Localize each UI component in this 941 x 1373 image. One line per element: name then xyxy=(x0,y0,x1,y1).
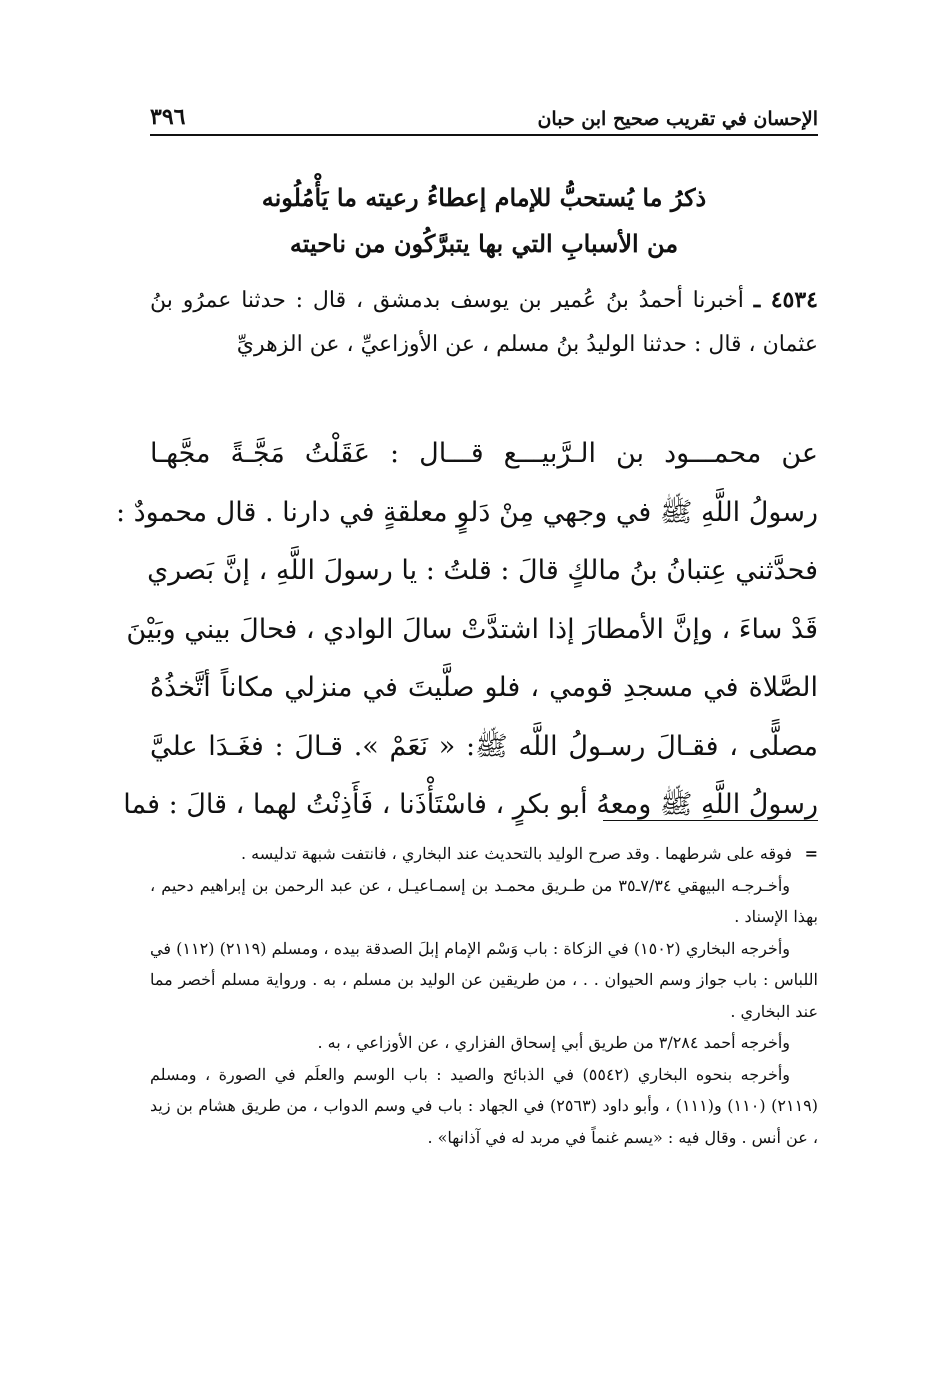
matn-line: عن محمـــود بن الـرَّبيـــع قـــال : عَقَلْتُ مَجَّـةً مجَّهـا xyxy=(150,438,818,469)
matn-line: فحدَّثني عِتبانُ بنُ مالكٍ قالَ : قلتُ : يا رسولَ اللَّهِ ، إنَّ بَصري xyxy=(147,555,818,586)
footnote-text: فوقه على شرطهما . وقد صرح الوليد بالتحديث عند البخاري ، فانتفت شبهة تدليسه . xyxy=(240,844,792,863)
chapter-heading xyxy=(150,175,818,267)
hadith-matn xyxy=(115,425,818,835)
footnote-paragraph: وأخرجه البخاري (١٥٠٢) في الزكاة : باب وَسْم الإمام إبلَ الصدقة بيده ، ومسلم (٢١١٩) (١١٢) في اللباس : باب جواز وسم الحيوان . . ، من طريقين عن الوليد بن مسلم ، به . ورواية مسلم أخصر مما عند البخاري . xyxy=(150,938,819,1021)
footnote-paragraph xyxy=(150,838,818,870)
matn-line: مصلًّى ، فقـالَ رسـولُ اللَّه ﷺ: « نَعَمْ ». قـالَ : فغَـدَا عليَّ xyxy=(150,730,818,762)
hadith-isnad xyxy=(150,278,818,367)
footnotes xyxy=(150,838,818,1153)
footnote-continuation-marker: = xyxy=(804,844,818,863)
matn-line: رسولُ اللَّهِ ﷺ ومعهُ أبو بكرٍ ، فاسْتَأْذَنا ، فَأَذِنْتُ لهما ، قالَ : فما xyxy=(123,789,818,820)
hadith-number: ٤٥٣٤ ـ xyxy=(753,287,818,313)
matn-line: رسولُ اللَّهِ ﷺ في وجهي مِنْ دَلوٍ معلقةٍ في دارنا . قال محمودٌ : xyxy=(115,496,818,528)
footnote-paragraph: وأخرجه بنحوه البخاري (٥٥٤٢) في الذبائح والصيد : باب الوسم والعلَم في الصورة ، ومسلم (٢١١٩) (١١٠) و(١١١) ، وأبو داود (٢٥٦٣) في الجهاد : باب في وسم الدواب ، من طريق هشام بن زيد ، عن أنس . وقال فيه : «يسم غنماً في مربد له في آذانها» . xyxy=(150,1064,819,1147)
running-header xyxy=(150,96,818,136)
page-number: ٣٩٦ xyxy=(150,104,186,130)
book-title: الإحسان في تقريب صحيح ابن حبان xyxy=(537,108,818,130)
chapter-heading-line-1: ذكرُ ما يُستحبُّ للإمام إعطاءُ رعيته ما يَأْمُلُونه xyxy=(261,183,707,212)
footnote-separator xyxy=(603,820,818,821)
footnote-paragraph: وأخـرجـه البيهقي ٧/٣٤ـ٣٥ من طـريق محمـد بن إسمـاعيـل ، عن عبد الرحمن بن إبراهيم دحيم ، بهذا الإسناد . xyxy=(150,875,818,926)
chapter-heading-line-2: من الأسبابِ التي بها يتبرَّكُون من ناحيته xyxy=(289,229,679,258)
footnote-paragraph: وأخرجه أحمد ٣/٢٨٤ من طريق أبي إسحاق الفزاري ، عن الأوزاعي ، به . xyxy=(317,1033,790,1052)
matn-line: الصَّلاة في مسجدِ قومي ، فلو صلَّيتَ في منزلي مكاناً أتَّخذُهُ xyxy=(150,672,818,703)
isnad-text: أخبرنا أحمدُ بنُ عُمير بن يوسف بدمشق ، قال : حدثنا عمرُو بنُ عثمان ، قال : حدثنا الوليدُ بنُ مسلم ، عن الأوزاعيِّ ، عن الزهريِّ xyxy=(150,288,818,357)
matn-line: قَدْ ساءَ ، وإنَّ الأمطارَ إذا اشتدَّتْ سالَ الوادي ، فحالَ بيني وبَيْنَ xyxy=(126,613,818,645)
